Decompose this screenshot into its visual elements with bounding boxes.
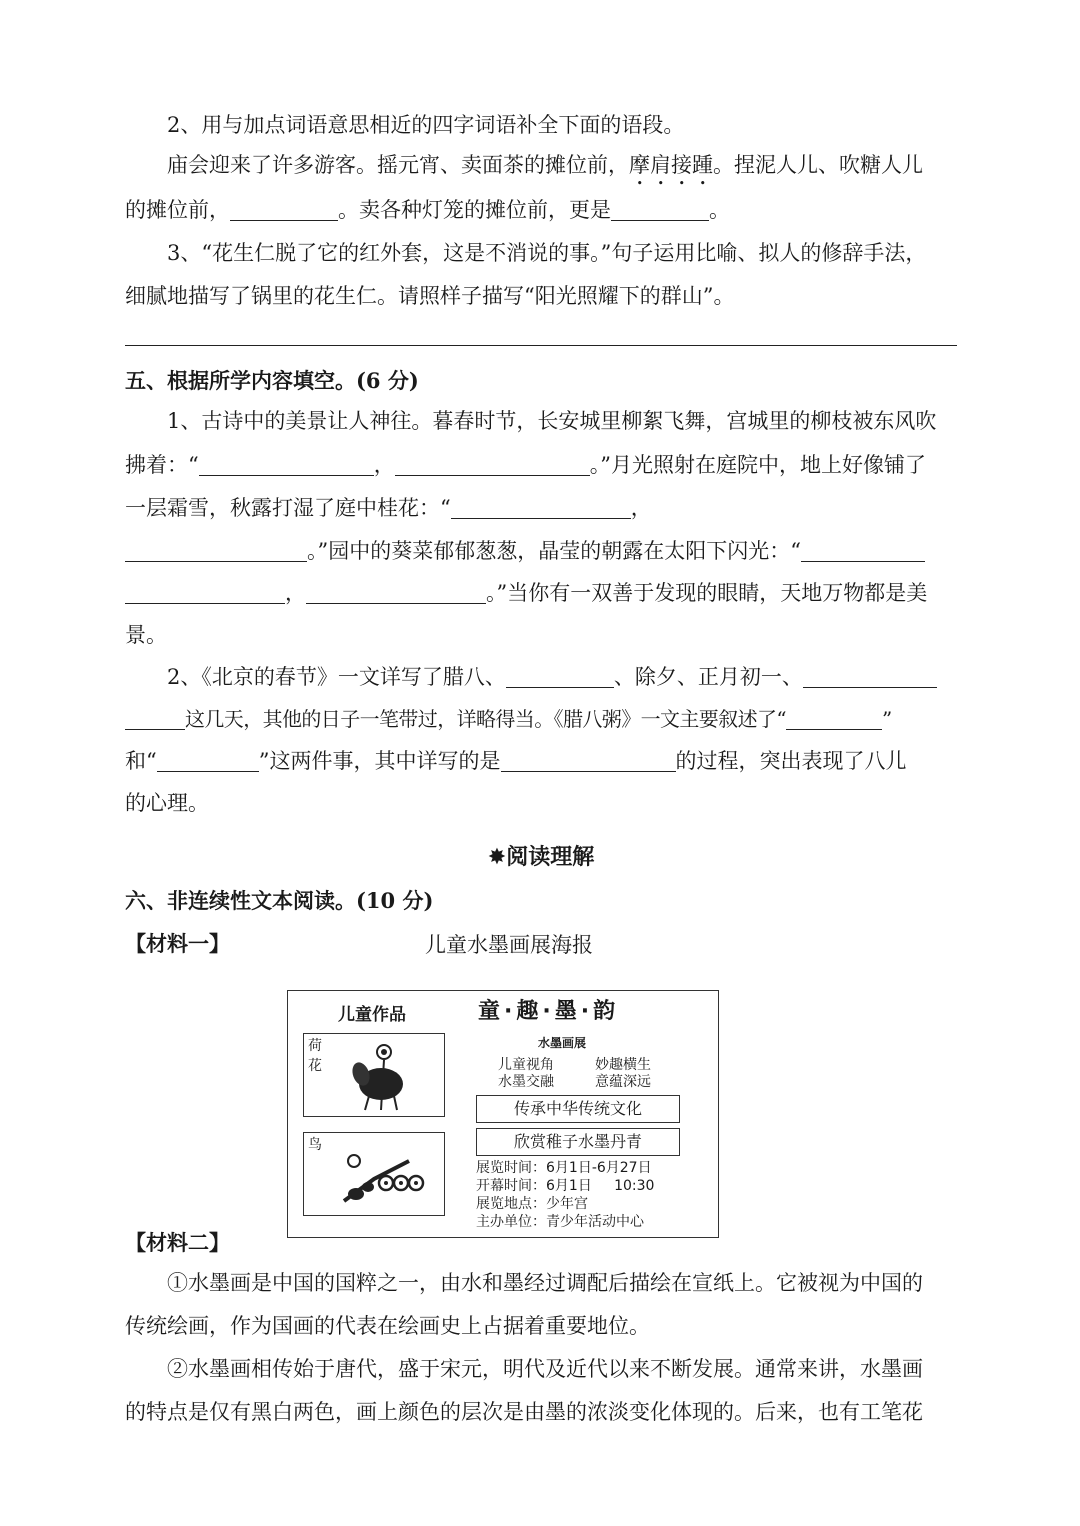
- q5-item2-line1: [125, 662, 957, 692]
- poster-info-4: 主办单位：青少年活动中心: [476, 1214, 644, 1230]
- text: 、除夕、正月初一、: [613, 665, 803, 689]
- q4-item2-line1: [125, 150, 957, 190]
- poster-caption: 儿童水墨画展海报: [425, 933, 593, 957]
- q5-item2-line3: [125, 746, 957, 776]
- material1-label: 【材料一】: [125, 931, 230, 956]
- poster-phrase-1: 儿童视角: [498, 1057, 554, 1073]
- q4-item2-line2: [125, 195, 957, 225]
- poster-phrase-4: 意蕴深远: [595, 1074, 651, 1090]
- text: 庙会迎来了许多游客。摇元宵、卖面茶的摊位前，: [167, 153, 629, 177]
- lotus-panel: [303, 1033, 445, 1117]
- text: ”这两件事，其中详写的是: [258, 749, 501, 773]
- answer-blank[interactable]: [786, 707, 882, 730]
- q5-item2-line2: [125, 704, 957, 734]
- q5-item1-line4: [125, 536, 957, 566]
- poster-phrase-3: 水墨交融: [498, 1074, 554, 1090]
- answer-blank[interactable]: [125, 707, 185, 730]
- answer-blank[interactable]: [501, 749, 676, 772]
- q4-item3-line2: 细腻地描写了锅里的花生仁。请照样子描写“阳光照耀下的群山”。: [125, 284, 735, 308]
- text: 。”园中的葵菜郁郁葱葱，晶莹的朝露在太阳下闪光：“: [307, 539, 801, 563]
- answer-blank[interactable]: [395, 453, 590, 476]
- section-title: ✸阅读理解: [487, 845, 595, 870]
- text: 拂着：“: [125, 453, 199, 477]
- exhibition-poster: [287, 990, 719, 1238]
- text: 的过程，突出表现了八儿: [675, 749, 907, 773]
- text: 的摊位前，: [125, 198, 230, 222]
- poster-slogan-1: 传承中华传统文化: [476, 1095, 680, 1123]
- lotus-label-1: 荷: [308, 1038, 322, 1054]
- q4-item3-line1: 3、“花生仁脱了它的红外套，这是不消说的事。”句子运用比喻、拟人的修辞手法，: [167, 241, 927, 265]
- answer-blank[interactable]: [230, 198, 338, 221]
- poster-info-3: 展览地点：少年宫: [476, 1196, 588, 1212]
- poster-kids-works: 儿童作品: [338, 1005, 406, 1025]
- answer-blank[interactable]: [199, 453, 374, 476]
- q5-item1-line6: 景。: [125, 623, 167, 647]
- poster-brand: 童·趣·墨·韵: [478, 999, 620, 1024]
- material2-label: 【材料二】: [125, 1230, 230, 1255]
- m2-p1-line2: 传统绘画，作为国画的代表在绘画史上占据着重要地位。: [125, 1314, 650, 1338]
- text: ，: [285, 581, 306, 605]
- m2-p2-line1: ②水墨画相传始于唐代，盛于宋元，明代及近代以来不断发展。通常来讲，水墨画: [167, 1357, 923, 1381]
- answer-blank[interactable]: [803, 665, 937, 688]
- text: ”: [882, 707, 892, 731]
- q5-item1-line1: 1、古诗中的美景让人神往。暮春时节，长安城里柳絮飞舞，宫城里的柳枝被东风吹: [167, 409, 937, 433]
- answer-blank[interactable]: [306, 581, 486, 604]
- answer-blank[interactable]: [125, 581, 285, 604]
- emphasized-word: 摩肩接踵: [629, 153, 713, 177]
- text: 和“: [125, 749, 157, 773]
- poster-subtitle: 水墨画展: [538, 1036, 587, 1050]
- answer-blank[interactable]: [611, 198, 709, 221]
- q5-heading: 五、根据所学内容填空。(6 分): [125, 368, 419, 393]
- m2-p2-line2: 的特点是仅有黑白两色，画上颜色的层次是由墨的浓淡变化体现的。后来，也有工笔花: [125, 1400, 923, 1424]
- text: 。”月光照射在庭院中，地上好像铺了: [589, 453, 926, 477]
- m2-p1-line1: ①水墨画是中国的国粹之一，由水和墨经过调配后描绘在宣纸上。它被视为中国的: [167, 1271, 923, 1295]
- q5-item1-line5: [125, 578, 957, 608]
- text: 。: [709, 198, 730, 222]
- text: 。卖各种灯笼的摊位前，更是: [338, 198, 611, 222]
- text: 。”当你有一双善于发现的眼睛，天地万物都是美: [486, 581, 928, 605]
- text: 。捏泥人儿、吹糖人儿: [713, 153, 923, 177]
- text: ，: [373, 453, 395, 477]
- bird-panel: [303, 1132, 445, 1216]
- poster-info-1: 展览时间：6月1日-6月27日: [476, 1160, 652, 1176]
- q4-item2-title: 2、用与加点词语意思相近的四字词语补全下面的语段。: [167, 113, 685, 137]
- q6-heading: 六、非连续性文本阅读。(10 分): [125, 888, 434, 913]
- answer-blank[interactable]: [801, 539, 925, 562]
- q5-item1-line3: [125, 493, 957, 523]
- poster-phrase-2: 妙趣横生: [595, 1057, 651, 1073]
- text: ，: [630, 496, 652, 520]
- answer-blank[interactable]: [506, 665, 614, 688]
- text: 一层霜雪，秋露打湿了庭中桂花：“: [125, 496, 451, 520]
- q5-item1-line2: [125, 450, 957, 480]
- bird-icon: [334, 1139, 434, 1211]
- poster-info-2: 开幕时间：6月1日 10:30: [476, 1178, 655, 1194]
- lotus-icon: [339, 1040, 419, 1112]
- text: 这几天，其他的日子一笔带过，详略得当。《腊八粥》一文主要叙述了“: [185, 707, 787, 731]
- poster-slogan-2: 欣赏稚子水墨丹青: [476, 1128, 680, 1156]
- answer-blank[interactable]: [451, 496, 631, 519]
- q5-item2-line4: 的心理。: [125, 791, 209, 815]
- bird-label: 鸟: [308, 1137, 322, 1153]
- answer-blank[interactable]: [157, 749, 259, 772]
- answer-blank[interactable]: [125, 539, 307, 562]
- answer-line[interactable]: [125, 345, 957, 346]
- text: 2、《北京的春节》一文详写了腊八、: [167, 665, 506, 689]
- lotus-label-2: 花: [308, 1058, 322, 1074]
